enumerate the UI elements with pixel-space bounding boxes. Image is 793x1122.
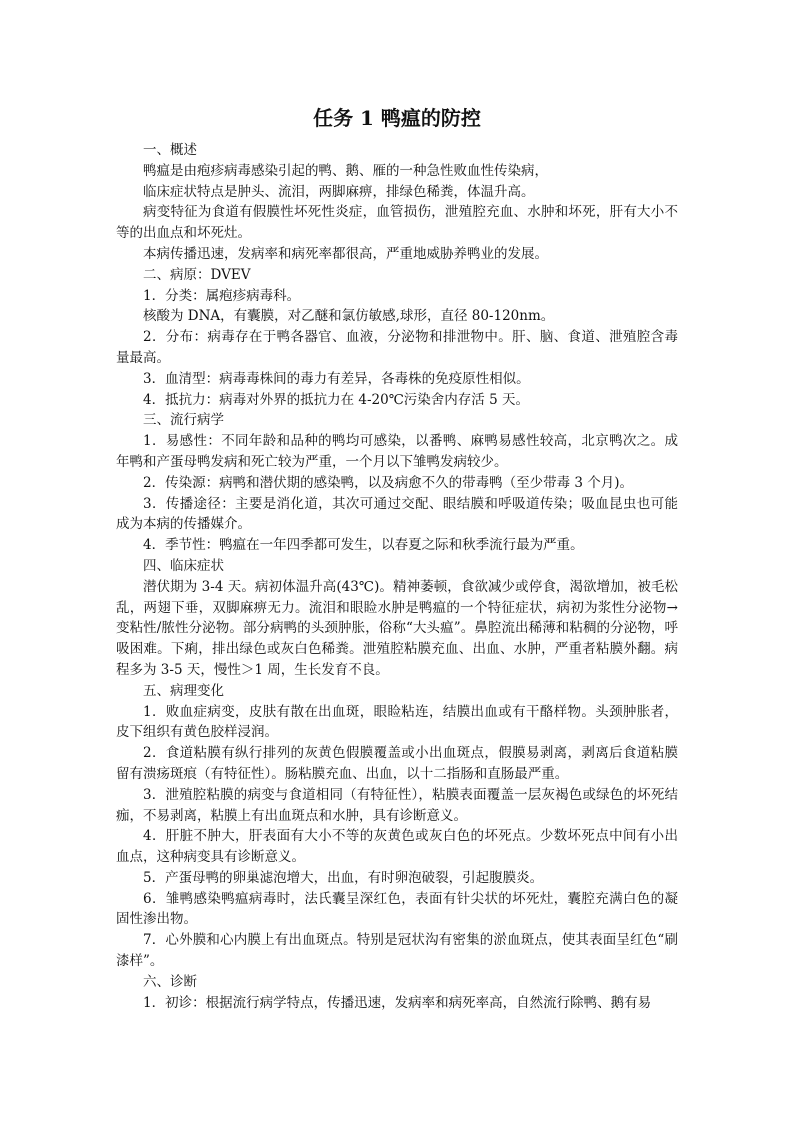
section-heading-pathology: 五、病理变化 — [143, 682, 224, 699]
document-body — [116, 104, 678, 1013]
paragraph: 6．雏鸭感染鸭瘟病毒时，法氏囊呈深红色，表面有针尖状的坏死灶，囊腔充满白色的凝固性渗出物。 — [116, 890, 678, 928]
paragraph: 病变特征为食道有假膜性坏死性炎症，血管损伤，泄殖腔充血、水肿和坏死，肝有大小不等的出血点和坏死灶。 — [116, 204, 678, 242]
paragraph: 2．传染源：病鸭和潜伏期的感染鸭，以及病愈不久的带毒鸭（至少带毒 3 个月)。 — [143, 474, 634, 491]
paragraph: 3．血清型：病毒毒株间的毒力有差异，各毒株的免疫原性相似。 — [143, 370, 530, 387]
paragraph: 2．食道粘膜有纵行排列的灰黄色假膜覆盖或小出血斑点，假膜易剥离，剥离后食道粘膜留有溃疡斑痕（有特征性）。肠粘膜充血、出血，以十二指肠和直肠最严重。 — [116, 745, 678, 782]
section-heading-pathogen: 二、病原：DVEV — [143, 266, 251, 283]
paragraph: 2．分布：病毒存在于鸭各器官、血液，分泌物和排泄物中。肝、脑、食道、泄殖腔含毒量最高。 — [116, 329, 678, 366]
section-heading-diagnosis: 六、诊断 — [143, 973, 197, 990]
paragraph: 1．分类：属疱疹病毒科。 — [143, 287, 301, 304]
paragraph: 1．败血症病变，皮肤有散在出血斑，眼睑粘连，结膜出血或有干酪样物。头颈肿胀者，皮下组织有黄色胶样浸润。 — [116, 703, 678, 741]
page-title: 任务 1 鸭瘟的防控 — [313, 106, 481, 130]
paragraph: 临床症状特点是肿头、流泪，两脚麻痹，排绿色稀粪，体温升高。 — [143, 183, 535, 200]
section-heading-epidemiology: 三、流行病学 — [143, 412, 224, 429]
paragraph: 4．抵抗力：病毒对外界的抵抗力在 4-20℃污染舍内存活 5 天。 — [143, 391, 529, 408]
paragraph: 3．传播途径：主要是消化道，其次可通过交配、眼结膜和呼吸道传染；吸血昆虫也可能成为本病的传播媒介。 — [116, 495, 678, 533]
paragraph: 1．易感性：不同年龄和品种的鸭均可感染，以番鸭、麻鸭易感性较高，北京鸭次之。成年鸭和产蛋母鸭发病和死亡较为严重，一个月以下雏鸭发病较少。 — [116, 433, 678, 470]
paragraph: 5．产蛋母鸭的卵巢滤泡增大，出血，有时卵泡破裂，引起腹膜炎。 — [143, 869, 544, 886]
section-heading-overview: 一、概述 — [143, 142, 197, 158]
paragraph: 7．心外膜和心内膜上有出血斑点。特别是冠状沟有密集的淤血斑点，使其表面呈红色“刷漆样”。 — [116, 932, 678, 970]
paragraph: 核酸为 DNA，有囊膜，对乙醚和氯仿敏感,球形，直径 80-120nm。 — [143, 308, 555, 325]
paragraph: 潜伏期为 3-4 天。病初体温升高(43℃)。精神萎顿，食欲减少或停食，渴欲增加，被毛松乱，两翅下垂，双脚麻痹无力。流泪和眼睑水肿是鸭瘟的一个特征症状，病初为浆性分泌物→变粘性/脓性分泌物。部分病鸭的头颈肿胀，俗称“大头瘟”。鼻腔流出稀薄和粘稠的分泌物，呼吸困难。下痢，排出绿色或灰白色稀粪。泄殖腔粘膜充血、出血、水肿，严重者粘膜外翻。病程多为 3-5 天，慢性＞1 周，生长发育不良。 — [116, 578, 678, 678]
paragraph: 1．初诊：根据流行病学特点，传播迅速，发病率和病死率高，自然流行除鸭、鹅有易 — [143, 994, 652, 1011]
section-heading-symptoms: 四、临床症状 — [143, 557, 224, 574]
paragraph: 4．肝脏不肿大，肝表面有大小不等的灰黄色或灰白色的坏死点。少数坏死点中间有小出血点，这种病变具有诊断意义。 — [116, 828, 678, 866]
paragraph: 鸭瘟是由疱疹病毒感染引起的鸭、鹅、雁的一种急性败血性传染病， — [143, 162, 548, 179]
paragraph: 4．季节性：鸭瘟在一年四季都可发生，以春夏之际和秋季流行最为严重。 — [143, 537, 584, 554]
paragraph: 本病传播迅速，发病率和病死率都很高，严重地威胁养鸭业的发展。 — [143, 245, 548, 262]
paragraph: 3．泄殖腔粘膜的病变与食道相同（有特征性），粘膜表面覆盖一层灰褐色或绿色的坏死结痂，不易剥离，粘膜上有出血斑点和水肿，具有诊断意义。 — [116, 786, 678, 824]
